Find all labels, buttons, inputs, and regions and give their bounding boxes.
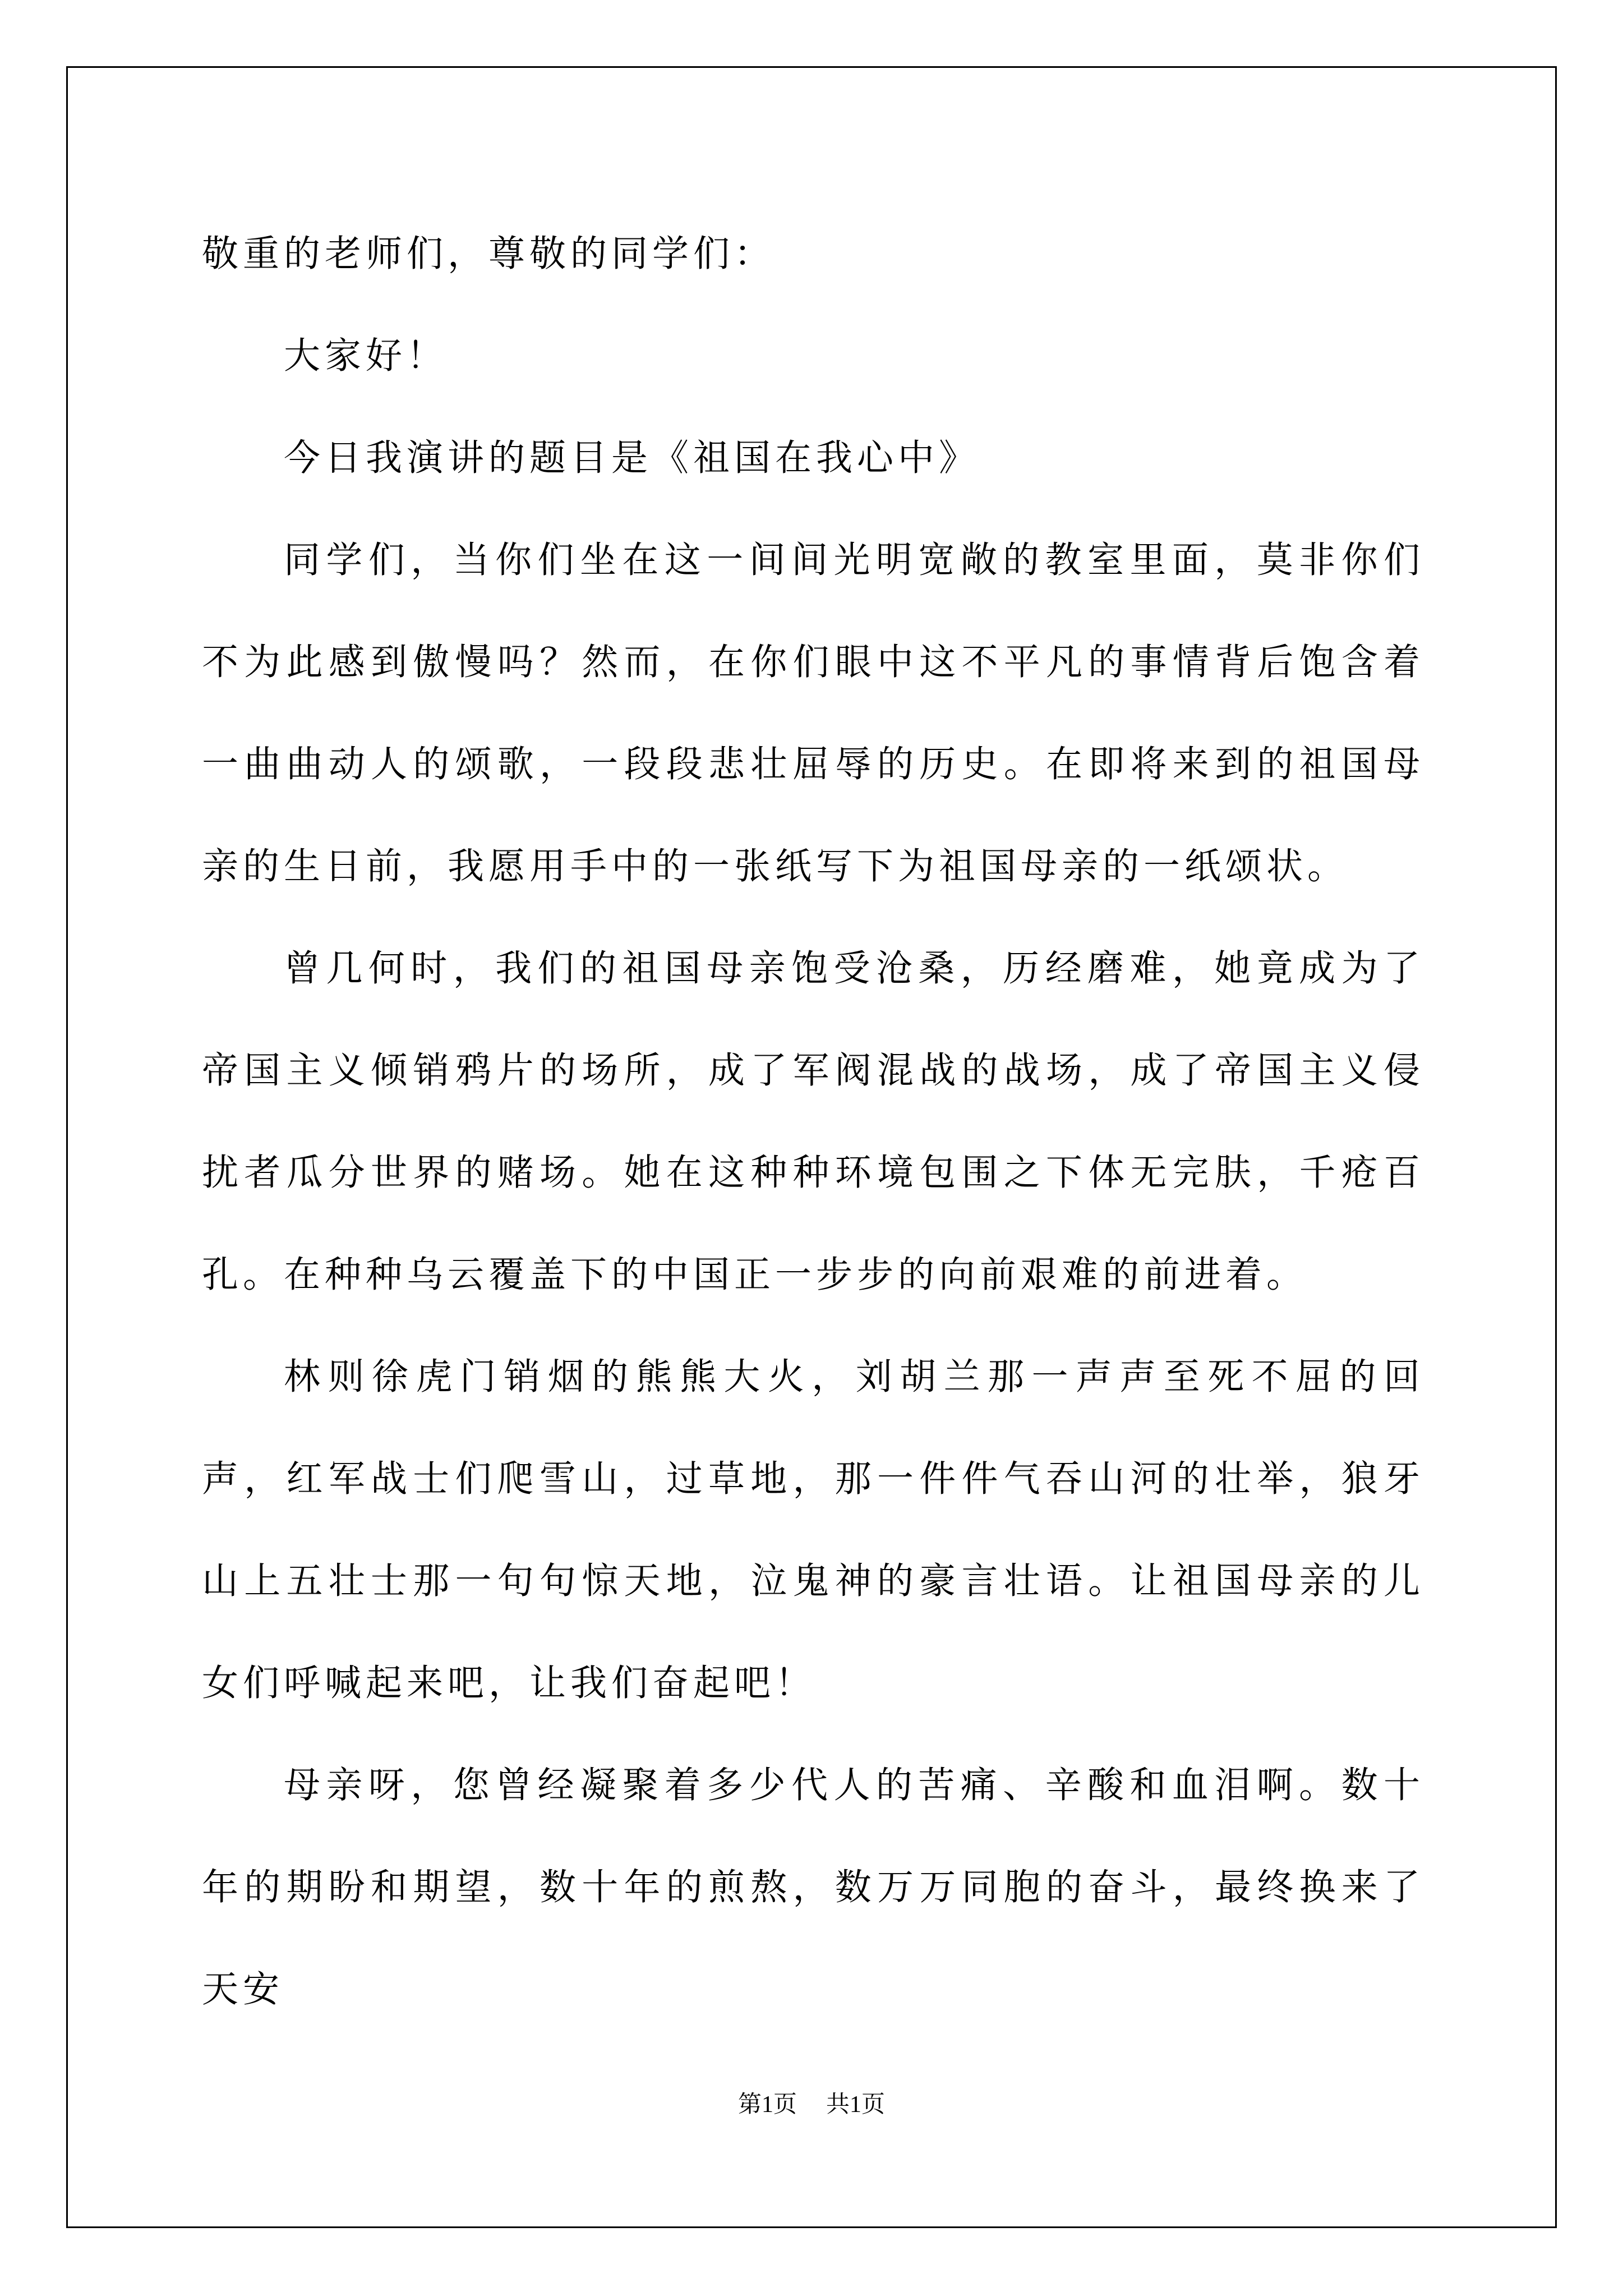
page-total: 共1页 [826,2092,886,2118]
paragraph-salutation: 敬重的老师们，尊敬的同学们： [202,233,776,275]
paragraph-greeting: 大家好！ [284,335,448,377]
paragraph: 母亲呀，您曾经凝聚着多少代人的苦痛、辛酸和血泪啊。数十年的期盼和期望，数十年的煎熬，数万万同胞的奋斗，最终换来了天安 [202,1764,1424,2010]
page-number: 第1页 [737,2092,797,2118]
paragraph: 同学们，当你们坐在这一间间光明宽敞的教室里面，莫非你们不为此感到傲慢吗？然而，在你们眼中这不平凡的事情背后饱含着一曲曲动人的颂歌，一段段悲壮屈辱的历史。在即将来到的祖国母亲的生日前，我愿用手中的一张纸写下为祖国母亲的一纸颂状。 [202,539,1424,887]
paragraph-topic: 今日我演讲的题目是《祖国在我心中》 [284,437,980,479]
document-body [202,203,1424,2041]
paragraph: 林则徐虎门销烟的熊熊大火，刘胡兰那一声声至死不屈的回声，红军战士们爬雪山，过草地，那一件件气吞山河的壮举，狼牙山上五壮士那一句句惊天地，泣鬼神的豪言壮语。让祖国母亲的儿女们呼喊起来吧，让我们奋起吧！ [202,1356,1424,1704]
page-footer [0,2088,1623,2122]
paragraph: 曾几何时，我们的祖国母亲饱受沧桑，历经磨难，她竟成为了帝国主义倾销鸦片的场所，成了军阀混战的战场，成了帝国主义侵扰者瓜分世界的赌场。她在这种种环境包围之下体无完肤，千疮百孔。在种种乌云覆盖下的中国正一步步的向前艰难的前进着。 [202,947,1424,1296]
